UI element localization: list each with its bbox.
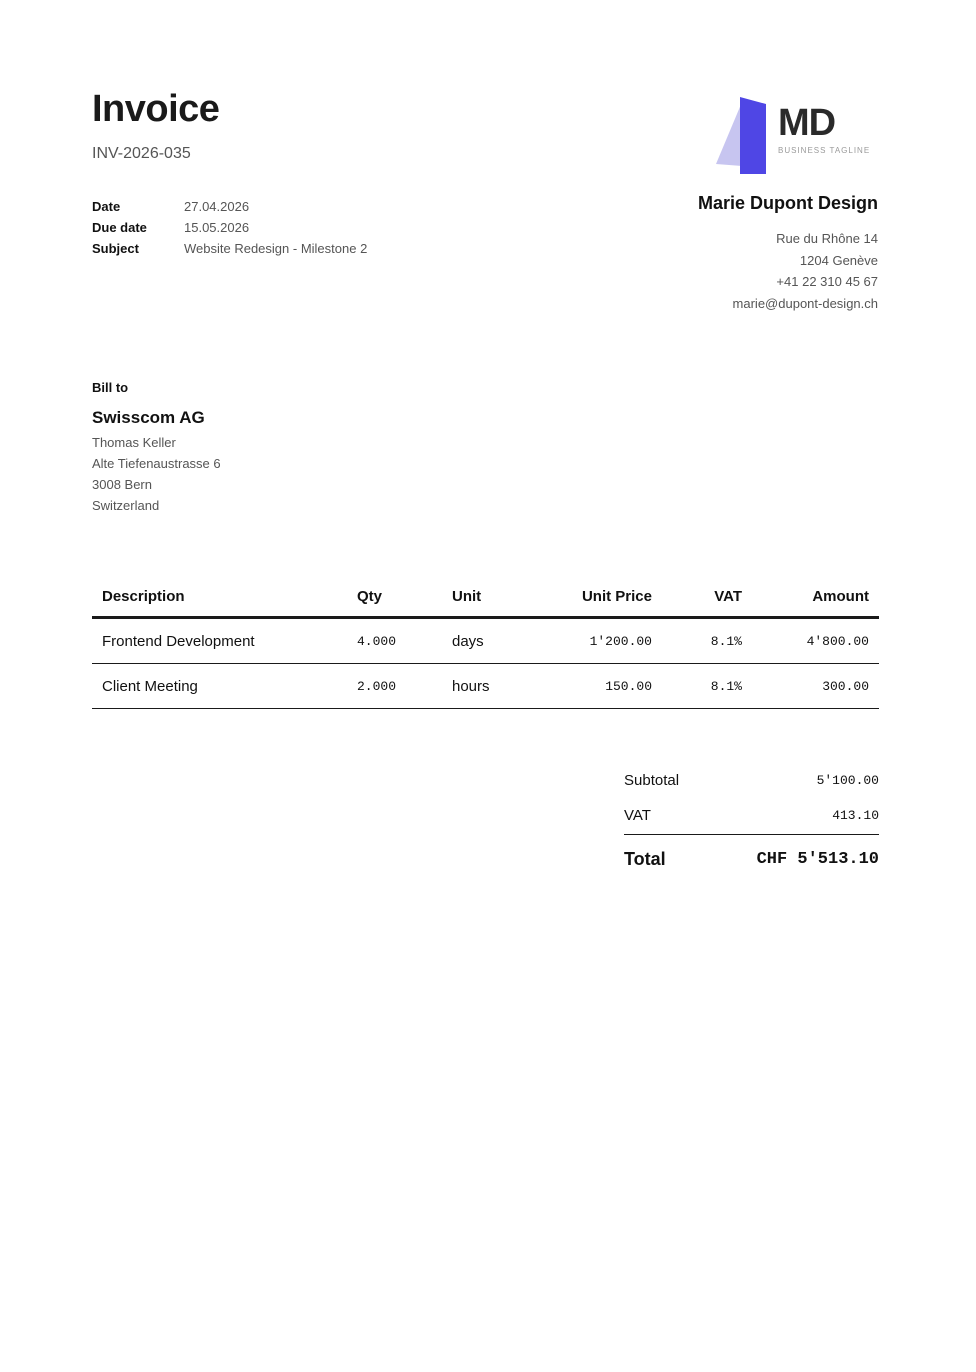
vat-label: VAT — [624, 806, 651, 824]
cell-description: Frontend Development — [92, 618, 347, 664]
sender-phone: +41 22 310 45 67 — [776, 274, 878, 289]
company-logo — [712, 94, 882, 176]
cell-qty: 2.000 — [347, 664, 442, 709]
invoice-number: INV-2026-035 — [92, 145, 191, 162]
table-row — [92, 664, 879, 709]
meta-label: Due date — [92, 220, 147, 235]
total-row — [624, 835, 879, 883]
col-header-amount: Amount — [752, 576, 879, 618]
cell-amount: 300.00 — [752, 664, 879, 709]
meta-row-due-date — [92, 217, 367, 238]
cell-unit-price: 1'200.00 — [527, 618, 662, 664]
bill-to-contact: Thomas Keller — [92, 435, 176, 450]
line-items-table — [92, 576, 879, 709]
meta-label: Subject — [92, 241, 139, 256]
invoice-title: Invoice — [92, 88, 220, 130]
col-header-unit: Unit — [442, 576, 527, 618]
subtotal-label: Subtotal — [624, 771, 680, 789]
col-header-qty: Qty — [347, 576, 442, 618]
col-header-unit-price: Unit Price — [527, 576, 662, 618]
cell-unit: hours — [442, 664, 527, 709]
subtotal-row — [624, 764, 879, 796]
vat-value: 413.10 — [832, 807, 879, 823]
invoice-meta — [92, 196, 367, 259]
total-label: Total — [624, 848, 666, 869]
cell-qty: 4.000 — [347, 618, 442, 664]
bill-to-street: Alte Tiefenaustrasse 6 — [92, 456, 221, 471]
cell-amount: 4'800.00 — [752, 618, 879, 664]
cell-vat: 8.1% — [662, 664, 752, 709]
table-header-row — [92, 576, 879, 618]
total-value: CHF 5'513.10 — [756, 849, 879, 869]
meta-label: Date — [92, 199, 121, 214]
col-header-vat: VAT — [662, 576, 752, 618]
logo-tagline: BUSINESS TAGLINE — [778, 146, 871, 155]
vat-row — [624, 796, 879, 835]
meta-value: 27.04.2026 — [184, 199, 250, 214]
table-row — [92, 618, 879, 664]
bill-to-label: Bill to — [92, 380, 129, 395]
meta-row-subject — [92, 238, 367, 259]
cell-unit: days — [442, 618, 527, 664]
meta-value: Website Redesign - Milestone 2 — [184, 241, 368, 256]
logo-mark-icon — [712, 94, 772, 176]
sender-email: marie@dupont-design.ch — [732, 295, 878, 311]
totals-block — [624, 764, 879, 883]
cell-vat: 8.1% — [662, 618, 752, 664]
cell-unit-price: 150.00 — [527, 664, 662, 709]
cell-description: Client Meeting — [92, 664, 347, 709]
bill-to-country: Switzerland — [92, 498, 160, 513]
subtotal-value: 5'100.00 — [816, 772, 879, 788]
meta-row-date — [92, 196, 367, 217]
bill-to-city: 3008 Bern — [92, 477, 152, 492]
sender-name: Marie Dupont Design — [697, 193, 878, 213]
meta-value: 15.05.2026 — [184, 220, 250, 235]
sender-street: Rue du Rhône 14 — [776, 231, 878, 246]
logo-letters: MD — [778, 102, 836, 144]
sender-block — [698, 193, 878, 314]
bill-to-company: Swisscom AG — [92, 408, 205, 427]
col-header-description: Description — [92, 576, 347, 618]
sender-city: 1204 Genève — [799, 252, 878, 268]
bill-to-block — [92, 380, 221, 516]
